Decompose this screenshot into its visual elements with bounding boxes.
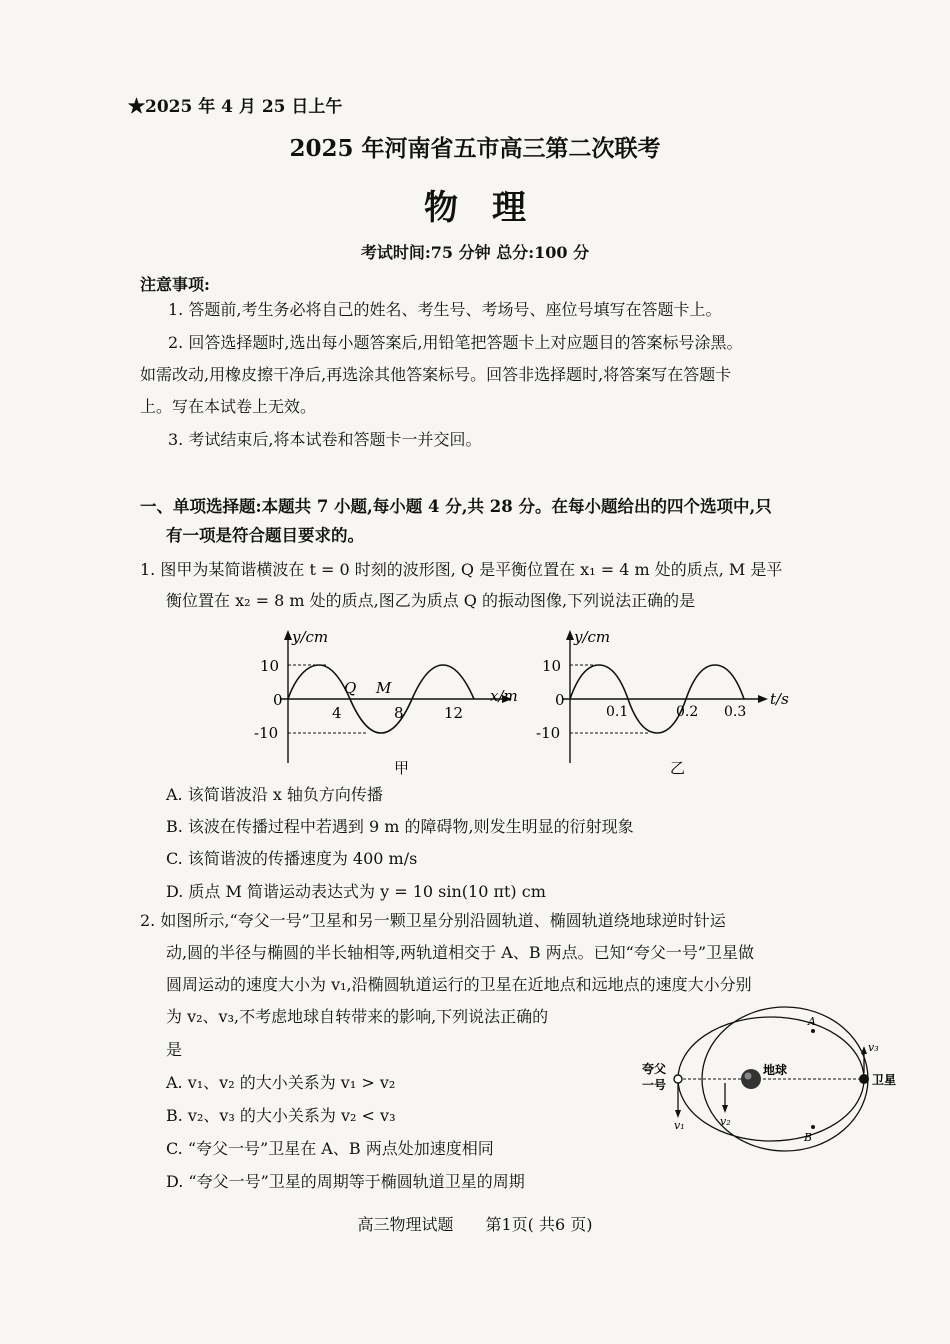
earth-label: 地球 [763, 1063, 788, 1077]
x-tick: 8 [394, 704, 404, 722]
point-b-label: B [804, 1131, 813, 1144]
q1-option-c: C. 该简谐波的传播速度为 400 m/s [166, 849, 418, 868]
earth-icon [741, 1069, 761, 1089]
earth-highlight [745, 1073, 752, 1080]
notice-item: 1. 答题前,考生务必将自己的姓名、考生号、考场号、座位号填写在答题卡上。 [168, 300, 722, 319]
kuafu-satellite-icon [674, 1075, 682, 1083]
satellite-label: 卫星 [872, 1073, 897, 1087]
notice-title: 注意事项: [140, 275, 210, 294]
y-label: y/cm [292, 628, 329, 646]
x-tick: 4 [332, 704, 342, 722]
x-axis-arrow [758, 695, 768, 703]
y-tick-zero: 0 [273, 691, 283, 709]
x-tick: 0.2 [676, 704, 699, 720]
orbit-figure [630, 1003, 910, 1158]
q2-stem: 2. 如图所示,“夸父一号”卫星和另一颗卫星分别沿圆轨道、椭圆轨道绕地球逆时针运 [140, 911, 726, 930]
q1-stem-cont: 衡位置在 x₂ = 8 m 处的质点,图乙为质点 Q 的振动图像,下列说法正确的是 [166, 591, 696, 610]
figure-yi [520, 628, 820, 778]
ellipse-satellite-icon [859, 1074, 869, 1084]
q1-option-a: A. 该简谐波沿 x 轴负方向传播 [166, 785, 383, 804]
x-tick: 12 [444, 704, 464, 722]
y-label: y/cm [574, 628, 611, 646]
section-heading: 一、单项选择题:本题共 7 小题,每小题 4 分,共 28 分。在每小题给出的四个选项中,只 [140, 497, 772, 516]
page-footer: 高三物理试题 第1页( 共6 页) [357, 1215, 593, 1234]
q2-option-c: C. “夸父一号”卫星在 A、B 两点处加速度相同 [166, 1139, 494, 1158]
x-label: t/s [770, 690, 789, 708]
v2-label: v₂ [720, 1115, 731, 1128]
q2-option-b: B. v₂、v₃ 的大小关系为 v₂ < v₃ [166, 1106, 396, 1125]
q2-option-a: A. v₁、v₂ 的大小关系为 v₁ > v₂ [166, 1073, 396, 1092]
x-tick: 0.1 [606, 704, 629, 720]
point-q-label: Q [344, 679, 357, 697]
y-axis-arrow [284, 630, 292, 640]
y-tick-zero: 0 [555, 691, 565, 709]
q1-stem: 1. 图甲为某简谐横波在 t = 0 时刻的波形图, Q 是平衡位置在 x₁ = 4 m 处的质点, M 是平 [140, 560, 783, 579]
point-b-dot [811, 1125, 815, 1129]
y-tick-bottom: -10 [536, 724, 561, 742]
y-tick-top: 10 [260, 657, 280, 675]
q2-stem-cont: 动,圆的半径与椭圆的半长轴相等,两轨道相交于 A、B 两点。已知“夸父一号”卫星做 [166, 943, 755, 962]
point-a-dot [811, 1029, 815, 1033]
notice-item: 2. 回答选择题时,选出每小题答案后,用铅笔把答题卡上对应题目的答案标号涂黑。 [168, 333, 743, 352]
v3-label: v₃ [868, 1041, 879, 1054]
x-label: x/m [490, 687, 518, 705]
y-tick-bottom: -10 [254, 724, 279, 742]
exam-date: ★2025 年 4 月 25 日上午 [128, 97, 343, 117]
kuafu-label: 一号 [642, 1078, 667, 1092]
x-tick: 0.3 [724, 704, 747, 720]
notice-item: 上。写在本试卷上无效。 [140, 397, 317, 416]
y-axis-arrow [566, 630, 574, 640]
q2-stem-cont: 是 [166, 1040, 183, 1059]
figure-jia [240, 628, 540, 778]
notice-item: 3. 考试结束后,将本试卷和答题卡一并交回。 [168, 430, 482, 449]
q1-option-d: D. 质点 M 简谐运动表达式为 y = 10 sin(10 πt) cm [166, 882, 546, 901]
q2-stem-cont: 圆周运动的速度大小为 v₁,沿椭圆轨道运行的卫星在近地点和远地点的速度大小分别 [166, 975, 752, 994]
point-m-label: M [376, 679, 392, 697]
q2-stem-cont: 为 v₂、v₃,不考虑地球自转带来的影响,下列说法正确的 [166, 1007, 549, 1026]
q1-option-b: B. 该波在传播过程中若遇到 9 m 的障碍物,则发生明显的衍射现象 [166, 817, 634, 836]
point-a-label: A [808, 1015, 816, 1028]
y-tick-top: 10 [542, 657, 562, 675]
notice-item: 如需改动,用橡皮擦干净后,再选涂其他答案标号。回答非选择题时,将答案写在答题卡 [140, 365, 732, 384]
kuafu-label: 夸父 [642, 1062, 667, 1076]
subject-title: 物理 [424, 188, 560, 228]
v1-arrowhead [675, 1110, 681, 1118]
q2-option-d: D. “夸父一号”卫星的周期等于椭圆轨道卫星的周期 [166, 1172, 525, 1191]
exam-title: 2025 年河南省五市高三第二次联考 [289, 135, 661, 162]
exam-info: 考试时间:75 分钟 总分:100 分 [360, 243, 590, 262]
figure-caption: 甲 [394, 759, 410, 777]
figure-caption: 乙 [670, 759, 686, 777]
section-heading-cont: 有一项是符合题目要求的。 [166, 526, 364, 545]
v3-arrowhead [861, 1046, 867, 1054]
v2-arrowhead [722, 1105, 728, 1113]
v1-label: v₁ [674, 1119, 685, 1132]
